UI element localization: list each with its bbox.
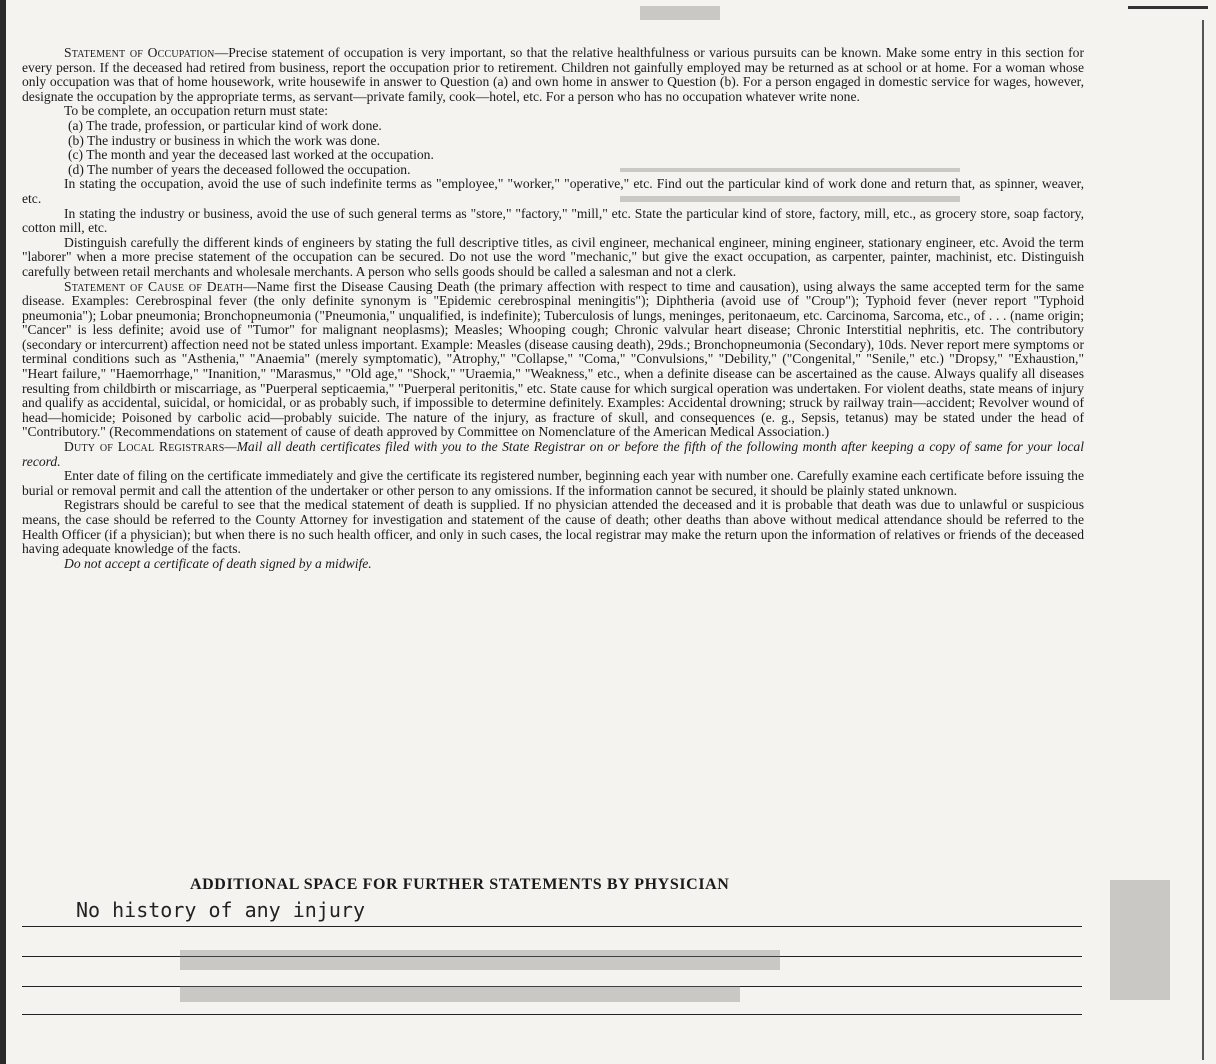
physician-statement-entry: No history of any injury (76, 898, 365, 922)
occupation-paragraph (22, 46, 1084, 104)
cause-paragraph (22, 280, 1084, 441)
registrars-filing-paragraph: Enter date of filing on the certificate immediately and give the certificate its registered number, beginning each year with number one. Carefully examine each certificate before issuing the burial or removal permit and call the attention of the undertaker or other person to any omissions. If the information cannot be secured, it should be plainly stated unknown. (22, 468, 1084, 498)
form-line-4 (22, 1014, 1082, 1015)
requirement-c: (c) The month and year the deceased last worked at the occupation. (68, 147, 434, 163)
scan-noise (640, 6, 720, 20)
instructions-text (22, 46, 1084, 571)
requirement-a: (a) The trade, profession, or particular kind of work done. (68, 117, 382, 133)
scan-top-right-mark (1128, 6, 1208, 9)
midwife-text: Do not accept a certificate of death signed by a midwife. (64, 555, 372, 571)
occupation-heading: Statement of Occupation (64, 45, 215, 60)
scan-left-edge (0, 0, 6, 1064)
occupation-industry-paragraph: In stating the industry or business, avoid the use of such general terms as "store," "factory," "mill," etc. State the particular kind of store, factory, mill, etc., as grocery store, soap factory, cotton mill, etc. (22, 205, 1084, 236)
scan-right-edge (1202, 20, 1204, 1060)
midwife-note (22, 557, 1084, 572)
scan-noise (620, 168, 960, 172)
occupation-terms-paragraph: In stating the occupation, avoid the use of such indefinite terms as "employee," "worker," "operative," etc. Find out the particular kind of work done and return that, as spinner, weaver, etc. (22, 176, 1084, 206)
requirement-d: (d) The number of years the deceased followed the occupation. (68, 161, 411, 177)
cause-body: —Name first the Disease Causing Death (the primary affection with respect to time and causation), using always the same accepted term for the same disease. Examples: Cerebrospinal fever (the only definite synonym is "Epidemic cerebrospinal meningitis"); Diphtheria (avoid use of "Croup"); Typhoid fever (never report "Typhoid pneumonia"); Lobar pneumonia; Bronchopneumonia ("Pneumonia," unqualified, is indefinite); Tuberculosis of lungs, meninges, peritonaeum, etc. Carcinoma, Sarcoma, etc., of . . . (name origin; "Cancer" is less definite; avoid use of "Tumor" for malignant neoplasms); Measles; Whooping cough; Chronic valvular heart disease; Chronic Interstitial nephritis, etc. The contributory (secondary or intercurrent) affection need not be stated unless important. Example: Measles (disease causing death), 29ds.; Bronchopneumonia (Secondary), 10ds. Never report mere symptoms or terminal conditions such as "Asthenia," "Anaemia" (merely symptomatic), "Atrophy," "Collapse," "Coma," "Convulsions," "Debility," ("Congenital," "Senile," etc.) "Dropsy," "Exhaustion," "Heart failure," "Haemorrhage," "Inanition," "Marasmus," "Old age," "Shock," "Uraemia," "Weakness," etc., when a definite disease can be ascertained as the cause. Always qualify all diseases resulting from childbirth or miscarriage, as "Puerperal septicaemia," "Puerperal peritonitis," etc. State cause for which surgical operation was undertaken. For violent deaths, state means of injury and qualify as accidental, suicidal, or homicidal, or as probably such, if impossible to determine definitely. Examples: Accidental drowning; struck by railway train—accident; Revolver wound of head—homicide; Poisoned by carbolic acid—probably suicide. The nature of the injury, as fracture of skull, and consequences (e. g., Sepsis, tetanus) may be stated under the head of "Contributory." (Recommendations on statement of cause of death approved by Committee on Nomenclature of the American Medical Association.) (22, 278, 1084, 440)
registrars-paragraph (22, 440, 1084, 469)
scan-noise (180, 950, 780, 970)
occupation-engineers-paragraph: Distinguish carefully the different kinds of engineers by stating the full descriptive titles, as civil engineer, mechanical engineer, mining engineer, stationary engineer, etc. Avoid the term "laborer" when a more precise statement of the occupation can be secured. Do not use the word "mechanic," but give the exact occupation, as carpenter, painter, machinist, etc. Distinguish carefully between retail merchants and wholesale merchants. A person who sells goods should be called a salesman and not a clerk. (22, 234, 1084, 279)
registrars-heading: Duty of Local Registrars (64, 439, 225, 455)
occupation-intro: —Precise statement of occupation is very important, so that the relative healthfulness or various pursuits can be known. Make some entry in this section for every person. If the deceased had retired from business, report the occupation prior to retirement. Children not gainfully employed may be returned as at school or at home. For a woman whose only occupation was that of home housework, write housewife in answer to Question (a) and own home in answer to Question (b). For a person engaged in domestic service for wages, however, designate the occupation by the appropriate terms, as servant—private family, cook—hotel, etc. For a person who has no occupation whatever write none. (22, 45, 1084, 104)
registrars-careful-paragraph: Registrars should be careful to see that the medical statement of death is supplied. If no physician attended the deceased and it is probable that death was due to unlawful or suspicious means, the case should be referred to the County Attorney for investigation and statement of the cause of death; other deaths than above without medical attendance should be referred to the Health Officer (if a physician); but when there is no such health officer, and only in such cases, the local registrar may make the return upon the information of relatives or friends of the deceased having adequate knowledge of the facts. (22, 497, 1084, 557)
scan-noise (620, 196, 960, 202)
registrars-body: —Mail all death certificates filed with you to the State Registrar on or before the fifth of the following month after keeping a copy of same for your local record. (22, 439, 1084, 469)
scan-noise (1110, 880, 1170, 1000)
additional-space-heading: ADDITIONAL SPACE FOR FURTHER STATEMENTS BY PHYSICIAN (190, 876, 730, 893)
occupation-complete-lead: To be complete, an occupation return must state: (64, 103, 329, 119)
form-line-1 (22, 926, 1082, 927)
cause-heading: Statement of Cause of Death (64, 278, 244, 294)
requirement-b: (b) The industry or business in which the work was done. (68, 132, 380, 148)
scan-noise (180, 986, 740, 1002)
